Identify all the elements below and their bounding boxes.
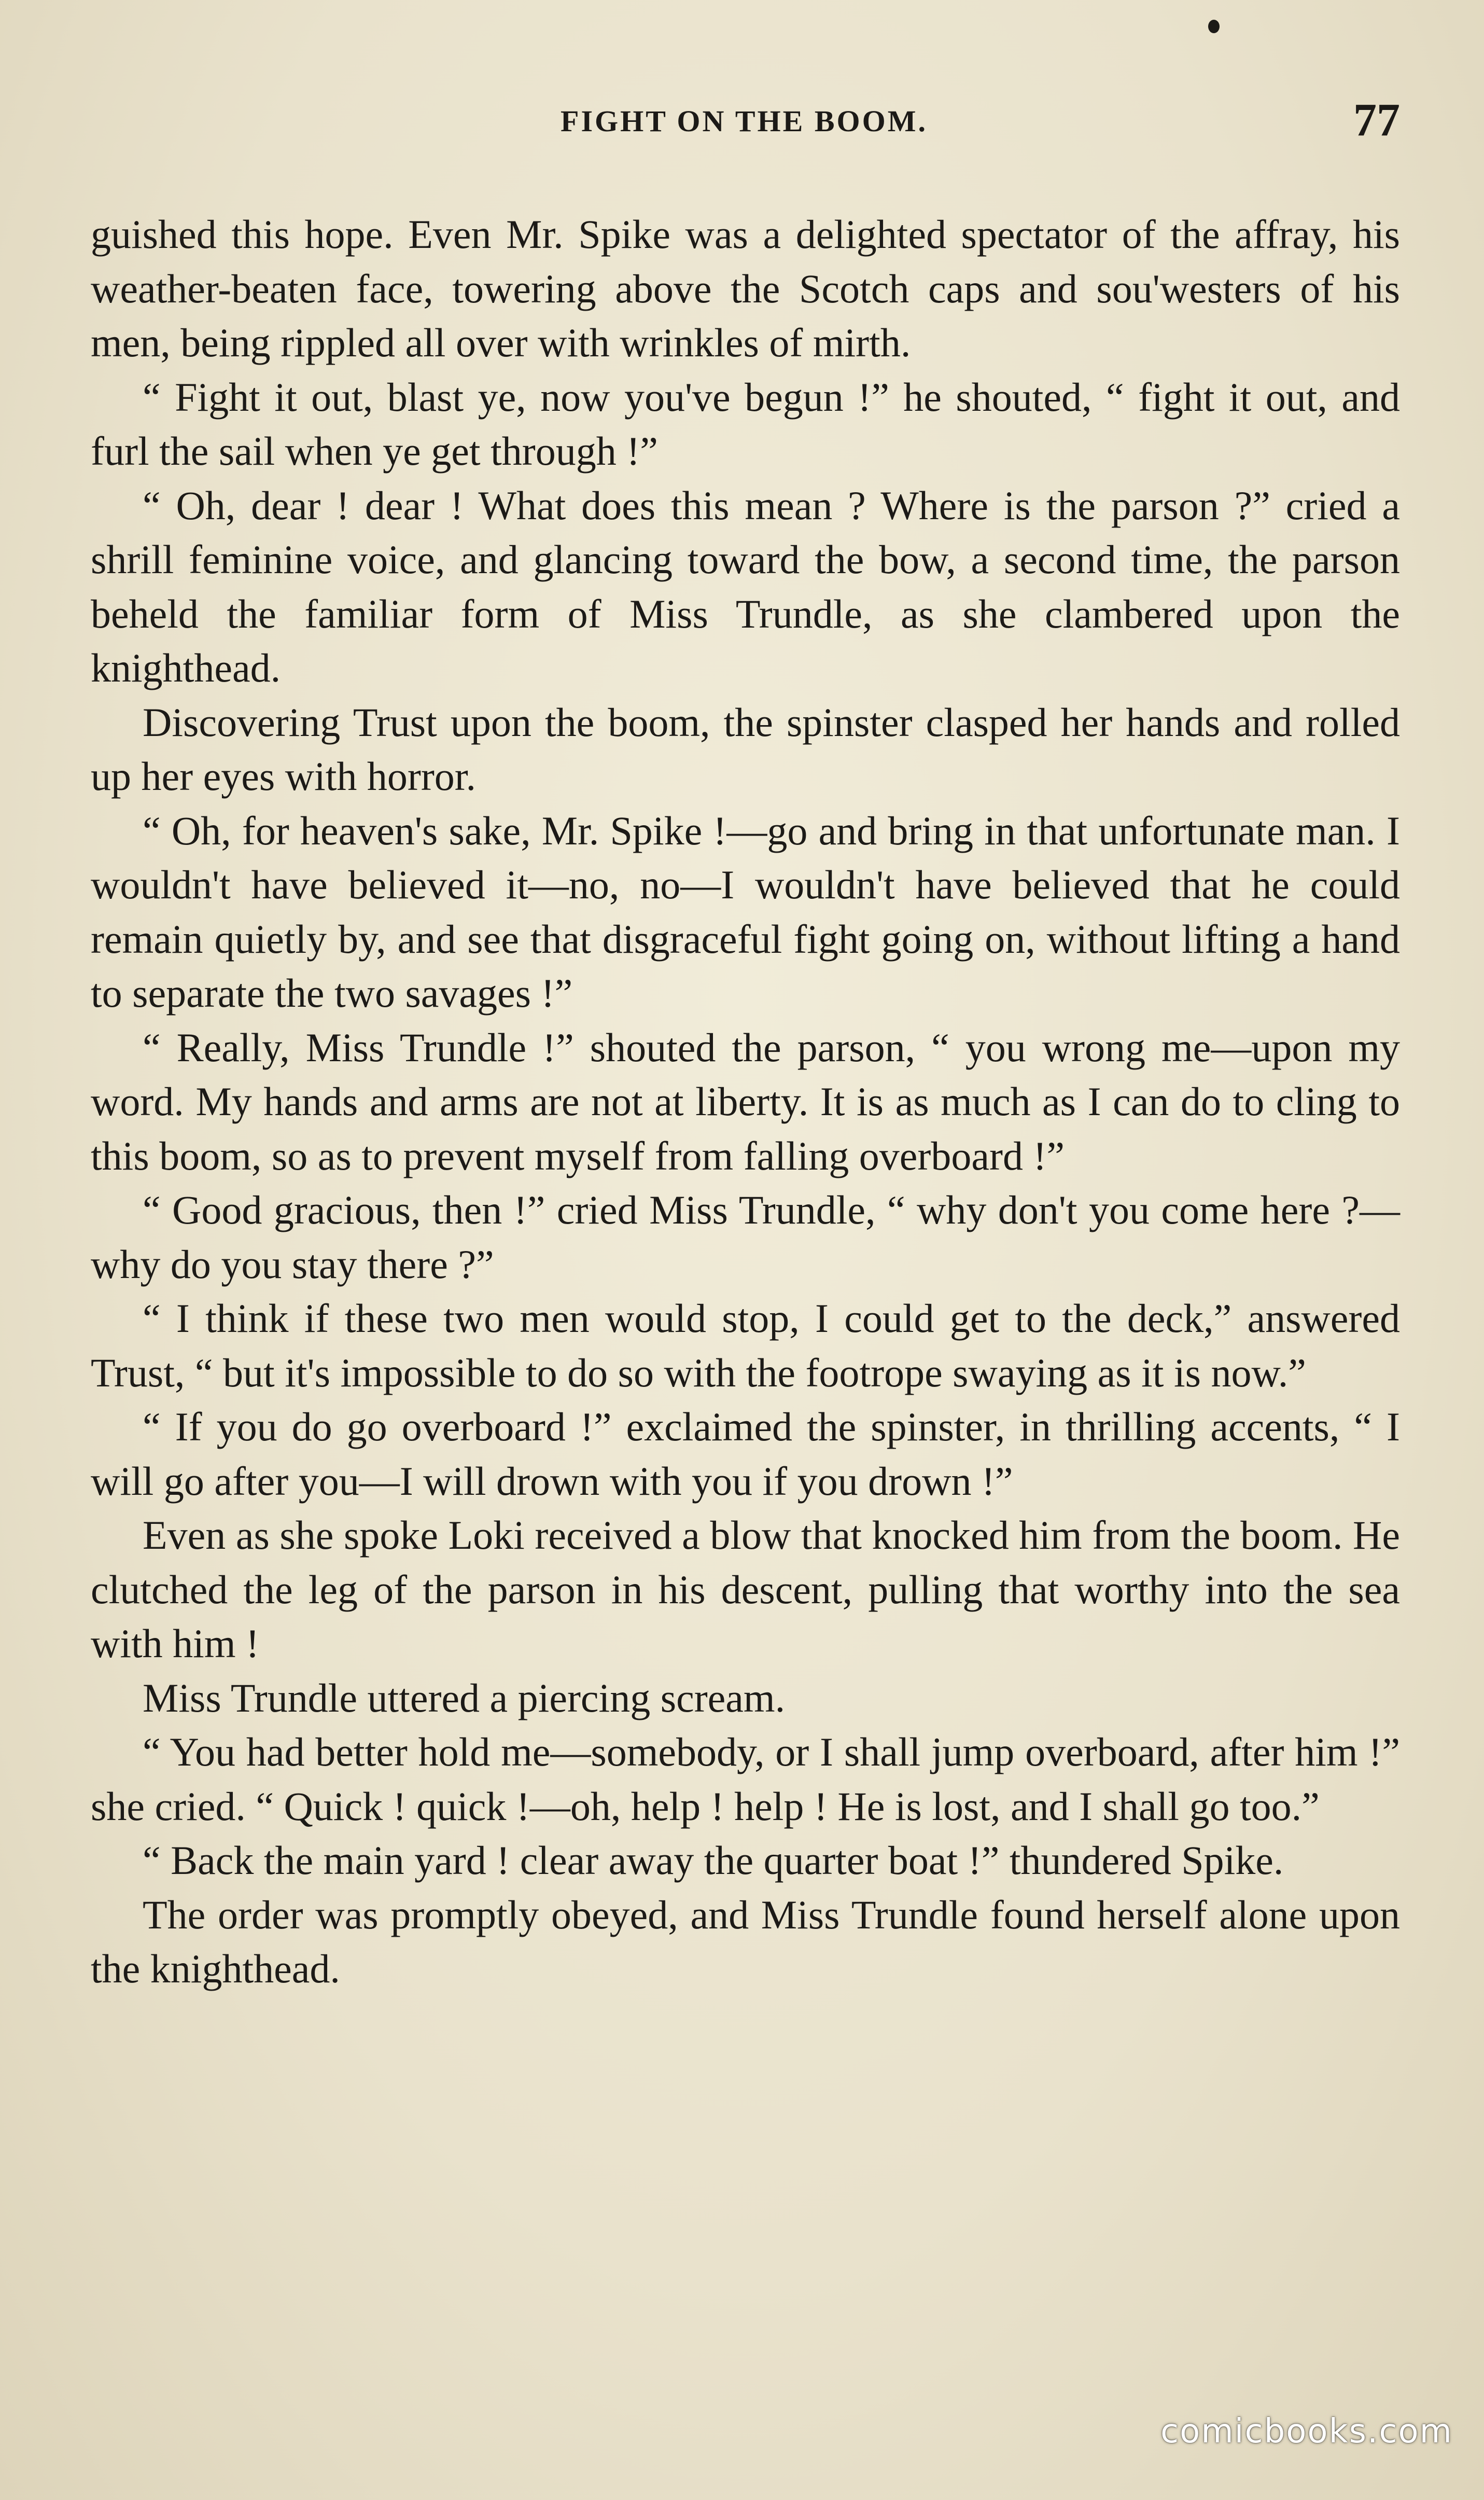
paragraph: “ If you do go overboard !” exclaimed the spinster, in thrilling accents, “ I will go after you—I will drown with you if you drown !”: [91, 1404, 1400, 1504]
paragraph: “ Oh, for heaven's sake, Mr. Spike !—go and bring in that unfortunate man. I wouldn't have believed it—no, no—I wouldn't have believed that he could remain quietly by, and see that disgraceful fight going on, without lifting a hand to separate the two savages !”: [91, 808, 1400, 1016]
paragraph: guished this hope. Even Mr. Spike was a delighted spectator of the affray, his weather-beaten face, towering above the Scotch caps and sou'westers of his men, being rippled all over with wrinkles of mirth.: [91, 212, 1400, 365]
paragraph: The order was promptly obeyed, and Miss Trundle found herself alone upon the knighthead.: [91, 1892, 1400, 1991]
paragraph: Miss Trundle uttered a piercing scream.: [143, 1675, 786, 1720]
paragraph: “ Really, Miss Trundle !” shouted the parson, “ you wrong me—upon my word. My hands and arms are not at liberty. It is as much as I can do to cling to this boom, so as to prevent myself from falling overboard !”: [91, 1024, 1400, 1178]
paragraph: “ You had better hold me—somebody, or I shall jump overboard, after him !” she cried. “ Quick ! quick !—oh, help ! help ! He is lost, and I shall go too.”: [91, 1729, 1400, 1829]
paragraph: “ Fight it out, blast ye, now you've begun !” he shouted, “ fight it out, and furl the sail when ye get through !”: [91, 374, 1400, 474]
running-head: [88, 93, 1400, 156]
paragraph: “ I think if these two men would stop, I could get to the deck,” answered Trust, “ but it's impossible to do so with the footrope swaying as it is now.”: [91, 1296, 1400, 1395]
watermark: comicbooks.com: [1160, 2412, 1453, 2451]
paragraph: “ Good gracious, then !” cried Miss Trundle, “ why don't you come here ?—why do you stay there ?”: [91, 1187, 1400, 1287]
paragraph: “ Back the main yard ! clear away the quarter boat !” thundered Spike.: [143, 1838, 1284, 1883]
body-text: [91, 207, 1400, 1996]
page-number: 77: [1353, 94, 1400, 146]
ink-dot: [1208, 20, 1220, 33]
paragraph: Discovering Trust upon the boom, the spinster clasped her hands and rolled up her eyes with horror.: [91, 699, 1400, 799]
paragraph: “ Oh, dear ! dear ! What does this mean ? Where is the parson ?” cried a shrill feminine voice, and glancing toward the bow, a second time, the parson beheld the familiar form of Miss Trundle, as she clambered upon the knighthead.: [91, 482, 1400, 690]
paragraph: Even as she spoke Loki received a blow that knocked him from the boom. He clutched the leg of the parson in his descent, pulling that worthy into the sea with him !: [91, 1512, 1400, 1666]
running-title: FIGHT ON THE BOOM.: [561, 104, 928, 138]
